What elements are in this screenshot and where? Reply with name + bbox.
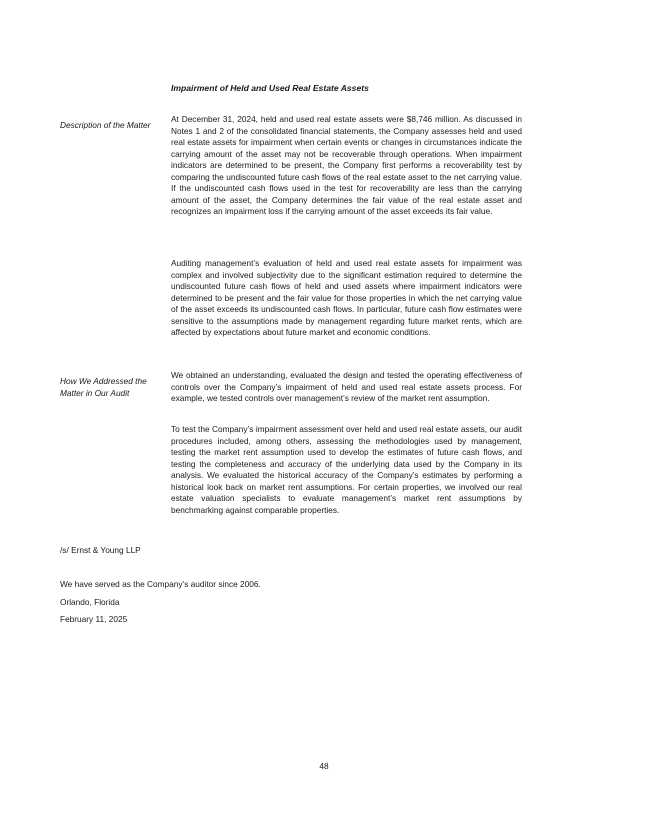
description-of-matter-label: Description of the Matter: [60, 120, 151, 130]
addressed-paragraph-1: We obtained an understanding, evaluated the design and tested the operating effectiveness of controls over the Company’s impairment of held and used real estate assets process. For example, we tested controls over management’s review of the market rent assumption.: [171, 370, 522, 403]
how-we-addressed-label: How We Addressed the Matter in Our Audit: [60, 376, 147, 398]
section-heading: Impairment of Held and Used Real Estate Assets: [171, 83, 369, 93]
signature-location: Orlando, Florida: [60, 597, 120, 607]
description-paragraph-2: Auditing management’s evaluation of held and used real estate assets for impairment was complex and involved subjectivity due to the significant estimation required to determine the undiscounted future cash flows of held and used assets where impairment indicators were determined to be present and the fair value for those properties in which the net carrying value of the asset exceeds its undiscounted cash flows. In particular, future cash flow estimates were sensitive to the assumptions made by management regarding future market rents, which are affected by expectations about future market and economic conditions.: [171, 258, 522, 337]
signature-date: February 11, 2025: [60, 614, 128, 624]
description-paragraph-1: At December 31, 2024, held and used real estate assets were $8,746 million. As discussed in Notes 1 and 2 of the consolidated financial statements, the Company assesses held and used real estate assets for impairment when certain events or changes in circumstances indicate the carrying amount of the asset may not be recoverable through operations. When impairment indicators are determined to be present, the Company first performs a recoverability test by comparing the undiscounted future cash flows of the real estate asset to the net carrying value. If the undiscounted cash flows used in the test for recoverability are less than the carrying amount of the asset, the Company determines the fair value of the real estate asset and recognizes an impairment loss if the carrying amount of the asset exceeds its fair value.: [171, 114, 522, 216]
auditor-signature: /s/ Ernst & Young LLP: [60, 545, 141, 555]
page-number: 48: [319, 761, 329, 771]
auditor-tenure: We have served as the Company’s auditor since 2006.: [60, 579, 261, 589]
addressed-paragraph-2: To test the Company’s impairment assessment over held and used real estate assets, our audit procedures included, among others, assessing the methodologies used by management, testing the market rent assumption used to develop the estimates of future cash flows, and testing the completeness and accuracy of the underlying data used by the Company in its analysis. We evaluated the historical accuracy of the Company’s estimates by performing a historical look back on market rent assumptions. For certain properties, we involved our real estate valuation specialists to evaluate management’s market rent assumptions by benchmarking against comparable properties.: [171, 424, 522, 515]
